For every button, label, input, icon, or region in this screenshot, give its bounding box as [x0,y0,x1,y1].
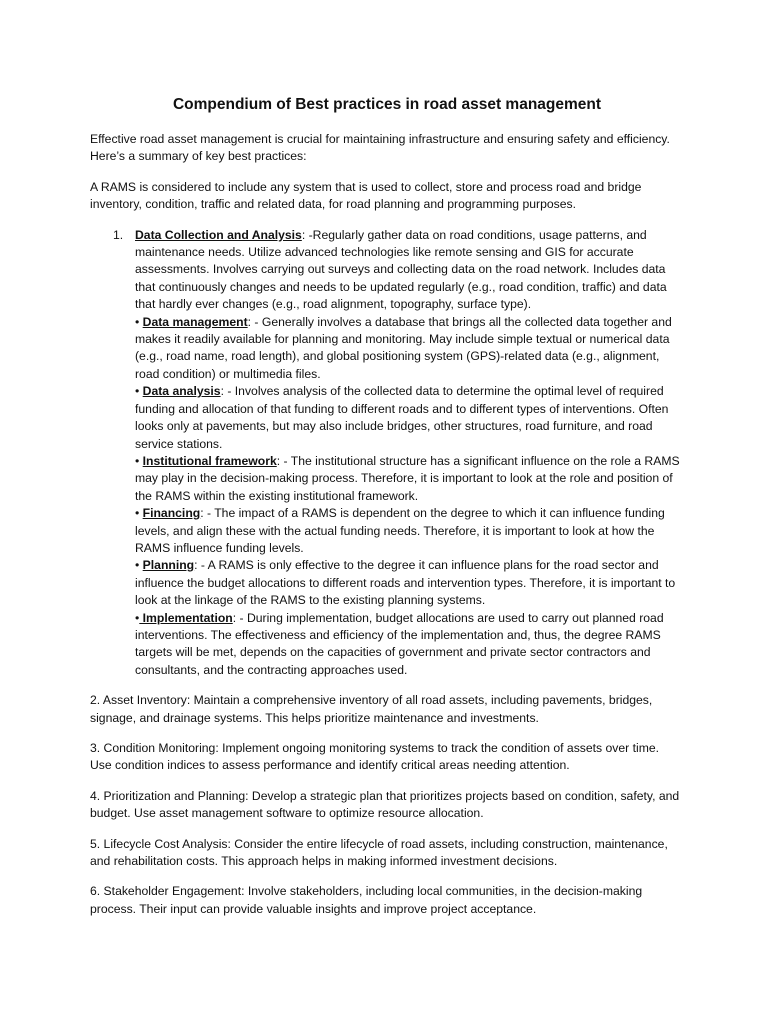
bullet-heading: Data management [142,314,248,329]
bullet-heading: Planning [142,558,195,573]
bullet-text: : - Involves analysis of the collected data to determine the optimal level of required funding and allocation of that funding to different roads and to different types of interventions. Often looks only at pavements, but may also include bridges, other structures, road furniture, and road service stations. [135,384,669,451]
list-item-data-collection [90,227,684,680]
practice-stakeholder-engagement: 6. Stakeholder Engagement: Involve stakeholders, including local communities, in the decision-making process. Their input can provide valuable insights and improve project acceptance. [90,884,643,916]
bullet-glyph: • [135,610,140,625]
bullet-planning [135,557,684,609]
bullet-glyph: • [135,506,143,521]
bullet-text: : - A RAMS is only effective to the degree it can influence plans for the road sector and influence the budget allocations to different roads and intervention types. Therefore, it is important to look at the linkage of the RAMS to the existing planning systems. [135,558,676,608]
bullet-data-management [135,314,684,384]
list-item-text: : -Regularly gather data on road conditions, usage patterns, and maintenance needs. Utilize advanced technologies like remote sensing and GIS for accurate assessments. Involves carrying out surveys and collecting data on the road network. Includes data that continuously changes and needs to be updated regularly (e.g., road condition, traffic) and data that hardly ever changes (e.g., road alignment, topography, surface type). [135,227,667,312]
practice-prioritization-planning: 4. Prioritization and Planning: Develop a strategic plan that prioritizes projects based on condition, safety, and budget. Use asset management software to optimize resource allocation. [90,788,680,821]
bullet-data-analysis [135,383,684,453]
rams-definition-paragraph: A RAMS is considered to include any system that is used to collect, store and process road and bridge inventory, condition, traffic and related data, for road planning and programming purposes. [90,179,642,212]
bullet-text: : - During implementation, budget allocations are used to carry out planned road interventions. The effectiveness and efficiency of the implementation and, thus, the degree RAMS targets will be met, depends on the capacities of government and private sector contractors and consultants, and the contracting approaches used. [135,610,664,677]
list-item-number: 1. [113,227,124,242]
practice-lifecycle-cost-analysis: 5. Lifecycle Cost Analysis: Consider the entire lifecycle of road assets, including construction, maintenance, and rehabilitation costs. This approach helps in making informed investment decisions. [90,836,668,869]
numbered-list [90,227,684,680]
bullet-text: : - The impact of a RAMS is dependent on the degree to which it can influence funding levels, and align these with the actual funding needs. Therefore, it is important to look at how the RAMS influence funding levels. [135,506,665,555]
list-item-body [135,227,684,314]
bullet-financing [135,505,684,557]
bullet-glyph: • [135,384,143,399]
document-page [90,95,684,931]
bullet-heading: Implementation [139,610,233,625]
document-title: Compendium of Best practices in road asset management [172,96,602,113]
bullet-heading: Financing [142,506,201,521]
practice-asset-inventory: 2. Asset Inventory: Maintain a comprehensive inventory of all road assets, including pavements, bridges, signage, and drainage systems. This helps prioritize maintenance and investments. [90,693,653,725]
intro-paragraph: Effective road asset management is crucial for maintaining infrastructure and ensuring safety and efficiency. Here’s a summary of key best practices: [90,132,670,164]
list-item-heading: Data Collection and Analysis [135,227,302,242]
bullet-institutional-framework [135,453,684,505]
bullet-heading: Data analysis [142,384,221,399]
bullet-text: : - The institutional structure has a significant influence on the role a RAMS may play in the decision-making process. Therefore, it is important to look at the role and position of the RAMS within the existing institutional framework. [135,453,680,503]
bullet-heading: Institutional framework [142,453,277,468]
bullet-text: : - Generally involves a database that brings all the collected data together and makes it readily available for planning and monitoring. May include simple textual or numerical data (e.g., road name, road length), and global positioning system (GPS)-related data (e.g., alignment, road condition) or multimedia files. [135,314,672,381]
bullet-glyph: • [135,314,143,329]
bullet-glyph: • [135,558,143,573]
practice-condition-monitoring: 3. Condition Monitoring: Implement ongoing monitoring systems to track the condition of assets over time. Use condition indices to assess performance and identify critical areas needing attention. [90,741,660,773]
bullet-glyph: • [135,453,143,468]
bullet-implementation [135,610,684,680]
